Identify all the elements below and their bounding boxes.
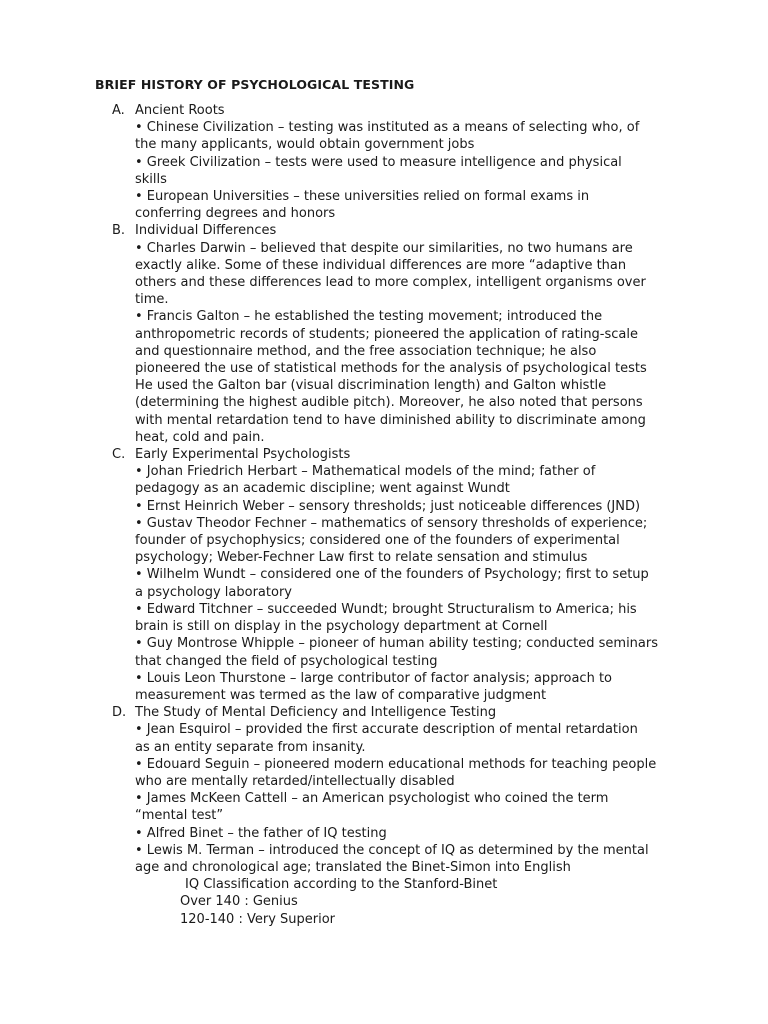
list-item: • Gustav Theodor Fechner – mathematics of sensory thresholds of experience; founder of psychophysics; considered one of the founders of experimental psychology; Weber-Fechner Law first to relate sensation and stimulus: [135, 515, 648, 566]
list-item: • Edward Titchner – succeeded Wundt; brought Structuralism to America; his brain is still on display in the psychology department at Cornell: [135, 601, 637, 635]
section-list: [112, 102, 692, 928]
list-item: • Chinese Civilization – testing was instituted as a means of selecting who, of the many applicants, would obtain government jobs: [135, 120, 640, 153]
section-heading: The Study of Mental Deficiency and Intelligence Testing: [135, 705, 497, 721]
section-heading: Ancient Roots: [135, 103, 225, 118]
section-ancient-roots: [112, 102, 692, 222]
list-item: • European Universities – these universities relied on formal exams in conferring degrees and honors: [135, 189, 590, 222]
list-item: • Francis Galton – he established the testing movement; introduced the anthropometric records of students; pioneered the application of rating-scale and questionnaire method, and the free association technique; he also pioneered the use of statistical methods for the analysis of psychological tests He used the Galton bar (visual discrimination length) and Galton whistle (determining the highest audible pitch). Moreover, he also noted that persons with mental retardation tend to have diminished ability to discriminate among heat, cold and pain.: [135, 309, 647, 445]
section-heading: Individual Differences: [135, 223, 277, 239]
list-item: • Greek Civilization – tests were used to measure intelligence and physical skills: [135, 154, 622, 187]
list-item: • Ernst Heinrich Weber – sensory thresholds; just noticeable differences (JND): [135, 498, 641, 514]
iq-classification-heading: IQ Classification according to the Stanford-Binet: [185, 877, 498, 893]
iq-classification-row: Over 140 : Genius: [180, 894, 298, 910]
iq-classification-row: 120-140 : Very Superior: [180, 911, 336, 927]
section-items: [112, 240, 692, 446]
list-item: • Louis Leon Thurstone – large contributor of factor analysis; approach to measurement was termed as the law of comparative judgment: [135, 670, 612, 703]
list-item: • Johan Friedrich Herbart – Mathematical models of the mind; father of pedagogy as an academic discipline; went against Wundt: [135, 464, 596, 497]
list-item: • Jean Esquirol – provided the first accurate description of mental retardation as an entity separate from insanity.: [135, 722, 638, 755]
list-item: • Edouard Seguin – pioneered modern educational methods for teaching people who are mentally retarded/intellectually disabled: [135, 756, 657, 789]
section-letter: C.: [112, 447, 126, 463]
section-individual-differences: [112, 222, 692, 446]
list-item: • Guy Montrose Whipple – pioneer of human ability testing; conducted seminars that changed the field of psychological testing: [135, 636, 659, 669]
section-heading-row: [112, 222, 692, 239]
section-letter: B.: [112, 223, 126, 239]
list-item: • Alfred Binet – the father of IQ testing: [135, 825, 387, 841]
section-heading: Early Experimental Psychologists: [135, 447, 351, 463]
section-early-experimental-psychologists: [112, 446, 692, 704]
list-item: • Lewis M. Terman – introduced the concept of IQ as determined by the mental age and chronological age; translated the Binet-Simon into English: [135, 842, 649, 875]
iq-classification: [112, 876, 692, 928]
section-items: [112, 463, 692, 704]
list-item: • James McKeen Cattell – an American psychologist who coined the term “mental test”: [135, 791, 609, 824]
section-items: [112, 119, 692, 222]
section-letter: A.: [112, 103, 125, 118]
section-mental-deficiency-intelligence-testing: [112, 704, 692, 876]
list-item: • Wilhelm Wundt – considered one of the founders of Psychology; first to setup a psychology laboratory: [135, 567, 649, 600]
section-heading-row: [112, 704, 692, 721]
document-title: BRIEF HISTORY OF PSYCHOLOGICAL TESTING: [95, 77, 415, 92]
section-items: [112, 721, 692, 876]
list-item: • Charles Darwin – believed that despite our similarities, no two humans are exactly alike. Some of these individual differences are more “adaptive than others and these differences lead to more complex, intelligent organisms over time.: [135, 240, 646, 308]
section-heading-row: [112, 446, 692, 463]
section-heading-row: [112, 102, 692, 119]
section-letter: D.: [112, 705, 127, 721]
